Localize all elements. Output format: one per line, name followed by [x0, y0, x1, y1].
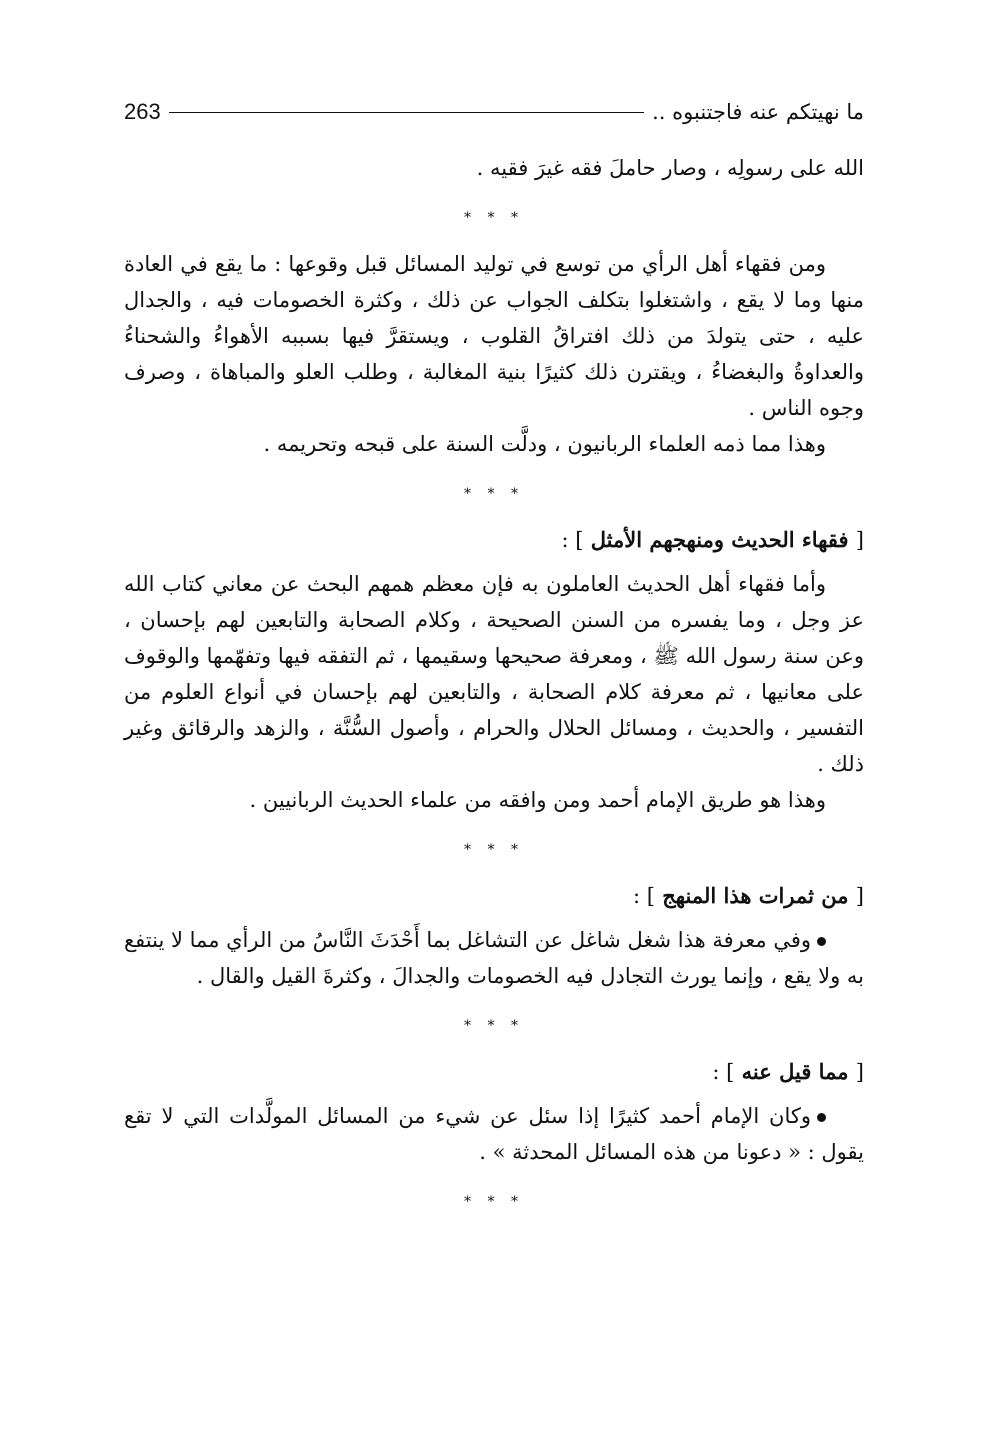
page-number: 263 — [124, 99, 161, 124]
continuation-text: الله على رسولِه ، وصار حاملَ فقه غيرَ فقيه . — [476, 156, 864, 180]
heading-fruits-of-method — [124, 878, 864, 914]
section-separator: * * * — [464, 842, 524, 858]
heading-close-bracket: ] : — [632, 884, 655, 908]
header-rule — [169, 112, 644, 113]
section-separator: * * * — [464, 1018, 524, 1034]
paragraph-imam-ahmad-method: وهذا هو طريق الإمام أحمد ومن وافقه من علماء الحديث الربانيين . — [249, 788, 826, 812]
section-separator: * * * — [464, 1194, 524, 1210]
running-header — [124, 92, 864, 132]
heading-open-bracket: [ — [855, 528, 864, 552]
bullet-paragraph-imam-ahmad — [124, 1098, 864, 1170]
paragraph-condemnation: وهذا مما ذمه العلماء الربانيون ، ودلَّت السنة على قبحه وتحريمه . — [263, 432, 826, 456]
bullet-icon — [817, 1113, 826, 1122]
page-body — [124, 150, 864, 1230]
bullet-paragraph-fruits — [124, 922, 864, 994]
heading-text: من ثمرات هذا المنهج — [662, 883, 849, 908]
heading-open-bracket: [ — [855, 884, 864, 908]
bullet-text: وفي معرفة هذا شغل شاغل عن التشاغل بما أَحْدَثَ النَّاسُ من الرأي مما لا ينتفع به ولا يقع ، وإنما يورث التجادل فيه الخصومات والجدالَ ، وكثرةَ القيل والقال . — [124, 928, 864, 988]
heading-fuqaha-al-hadith — [124, 522, 864, 558]
heading-close-bracket: ] : — [561, 528, 584, 552]
section-separator: * * * — [464, 210, 524, 226]
paragraph-hadith-scholars: وأما فقهاء أهل الحديث العاملون به فإن معظم همهم البحث عن معاني كتاب الله عز وجل ، وما يفسره من السنن الصحيحة ، وكلام الصحابة والتابعين لهم بإحسان ، وعن سنة رسول الله ﷺ ، ومعرفة صحيحها وسقيمها ، ثم التفقه فيها وتفهّمها والوقوف على معانيها ، ثم معرفة كلام الصحابة ، والتابعين لهم بإحسان في أنواع العلوم من التفسير ، والحديث ، ومسائل الحلال والحرام ، وأصول السُّنَّة ، والزهد والرقائق وغير ذلك . — [124, 572, 864, 776]
heading-open-bracket: [ — [855, 1060, 864, 1084]
bullet-icon — [817, 937, 826, 946]
heading-what-was-said — [124, 1054, 864, 1090]
heading-text: فقهاء الحديث ومنهجهم الأمثل — [590, 527, 849, 552]
bullet-text: وكان الإمام أحمد كثيرًا إذا سئل عن شيء من المسائل المولَّدات التي لا تقع يقول : « دعونا من هذه المسائل المحدثة » . — [124, 1104, 864, 1164]
heading-close-bracket: ] : — [712, 1060, 735, 1084]
section-separator: * * * — [464, 486, 524, 502]
heading-text: مما قيل عنه — [741, 1059, 849, 1084]
paragraph-ahl-al-ray: ومن فقهاء أهل الرأي من توسع في توليد المسائل قبل وقوعها : ما يقع في العادة منها وما لا يقع ، واشتغلوا بتكلف الجواب عن ذلك ، وكثرة الخصومات فيه ، والجدال عليه ، حتى يتولدَ من ذلك افتراقُ القلوب ، ويستقرَّ فيها بسببه الأهواءُ والشحناءُ والعداوةُ والبغضاءُ ، ويقترن ذلك كثيرًا بنية المغالبة ، وطلب العلو والمباهاة ، وصرف وجوه الناس . — [124, 252, 864, 420]
running-title: ما نهيتكم عنه فاجتنبوه .. — [652, 100, 864, 124]
